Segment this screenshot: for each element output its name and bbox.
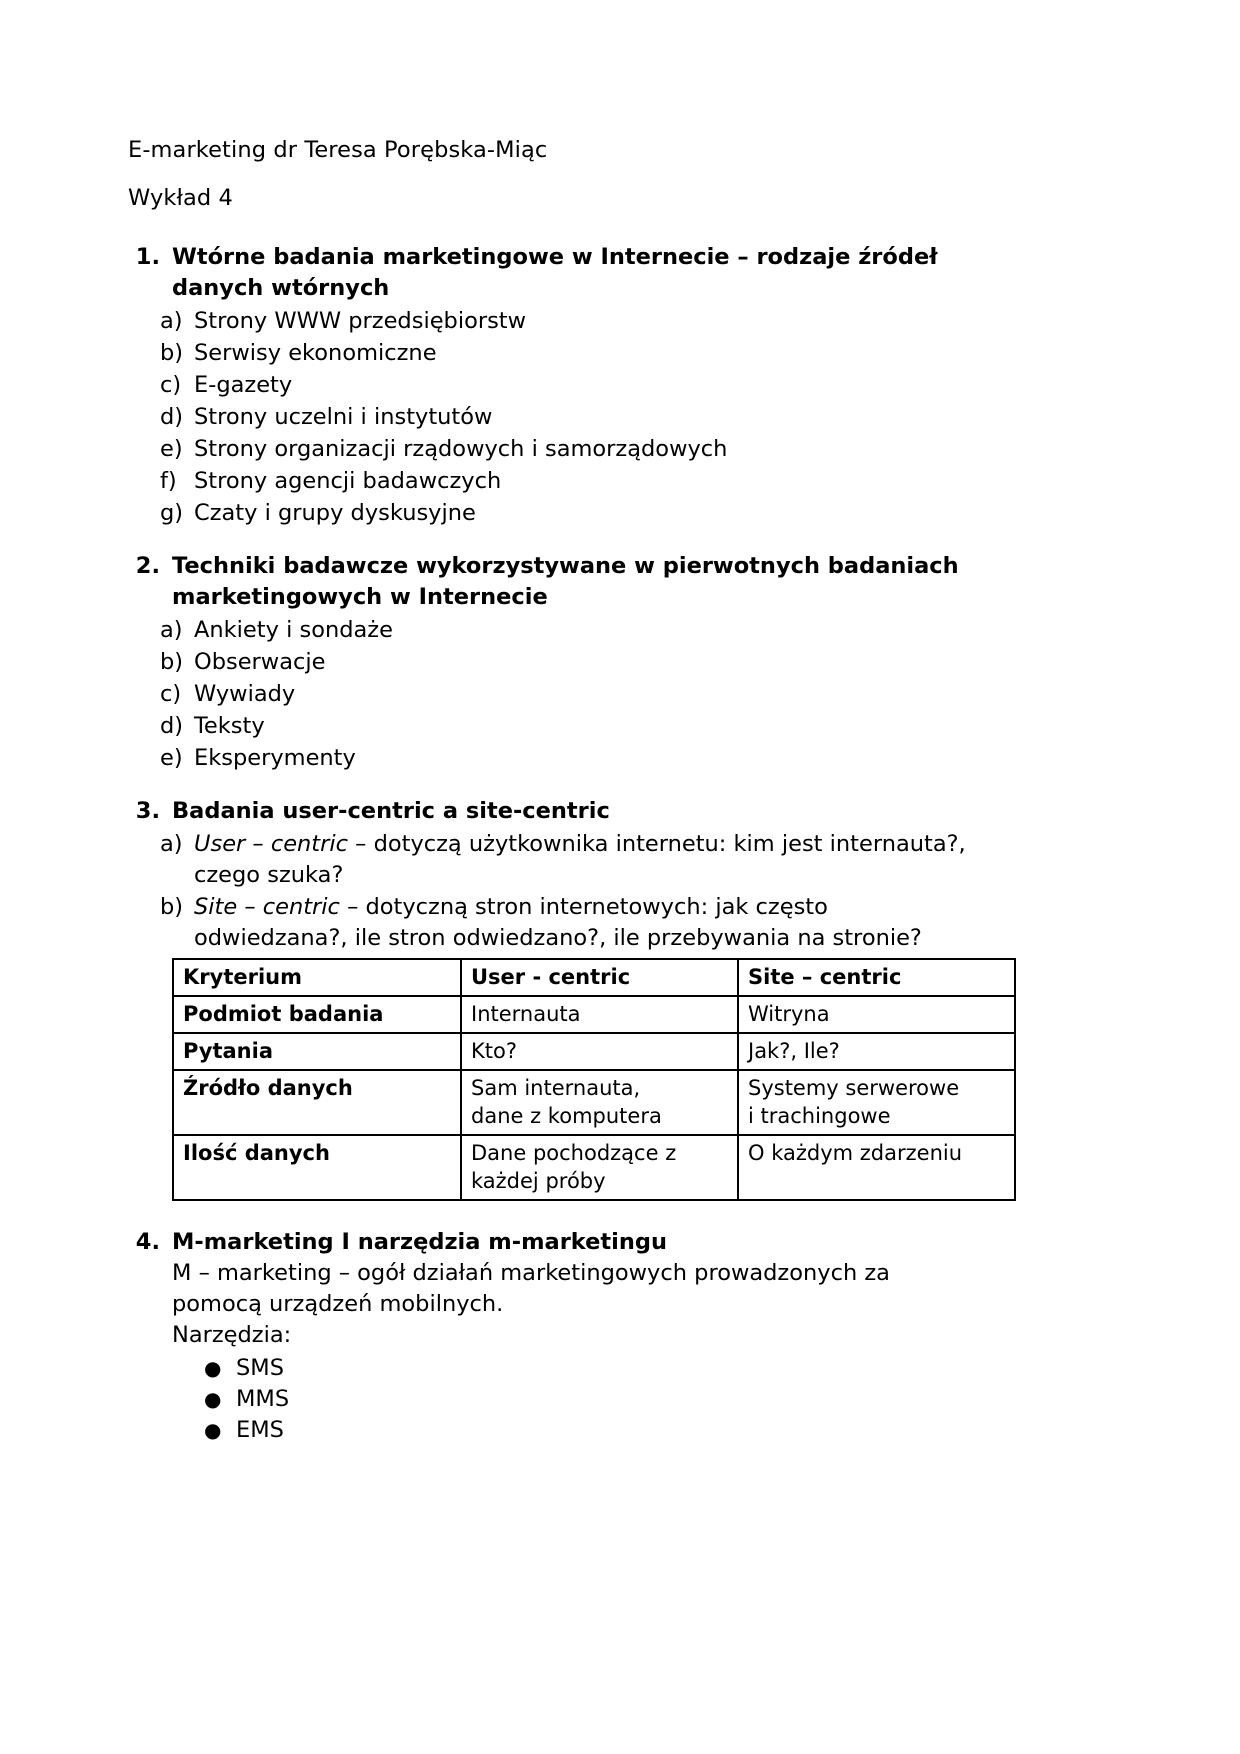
section-2-heading <box>128 551 1120 613</box>
list-item <box>128 433 1120 465</box>
section-3-list <box>128 828 1120 954</box>
list-item <box>128 614 1120 646</box>
list-text: Czaty i grupy dyskusyjne <box>194 500 476 526</box>
cell-line: każdej próby <box>471 1169 606 1193</box>
section-3-heading <box>128 796 1120 827</box>
section-1 <box>128 242 1120 529</box>
section-1-list <box>128 305 1120 529</box>
list-marker: d) <box>160 713 184 739</box>
table-header-cell: User - centric <box>461 959 738 996</box>
list-text: Strony organizacji rządowych i samorządowych <box>194 436 728 462</box>
table-cell-site-centric <box>738 1135 1015 1200</box>
section-3-title: Badania user-centric a site-centric <box>172 798 610 824</box>
list-item <box>128 828 1120 891</box>
cell-line: Dane pochodzące z <box>471 1141 677 1165</box>
section-3-number: 3. <box>135 798 160 824</box>
list-marker: e) <box>160 436 183 462</box>
list-text: Obserwacje <box>194 649 326 675</box>
section-2-list <box>128 614 1120 774</box>
table-cell-site-centric <box>738 996 1015 1033</box>
table-cell-user-centric <box>461 1070 738 1135</box>
table-header-cell: Site – centric <box>738 959 1015 996</box>
section-4 <box>128 1227 1120 1446</box>
cell-line: O każdym zdarzeniu <box>748 1141 963 1165</box>
list-text: Wywiady <box>194 681 296 707</box>
section-4-title: M-marketing I narzędzia m-marketingu <box>172 1229 668 1255</box>
list-marker: f) <box>160 468 177 494</box>
list-marker: e) <box>160 745 183 771</box>
section-1-title: Wtórne badania marketingowe w Internecie – rodzaje źródeł danych wtórnych <box>172 244 938 301</box>
cell-line: Witryna <box>748 1002 830 1026</box>
table-cell-criterion: Źródło danych <box>173 1070 461 1135</box>
list-item <box>128 305 1120 337</box>
list-marker: b) <box>160 894 184 920</box>
list-item <box>128 465 1120 497</box>
bullet-icon: ● <box>204 1387 222 1411</box>
section-2-title: Techniki badawcze wykorzystywane w pierwotnych badaniach marketingowych w Internecie <box>172 553 959 610</box>
list-marker: c) <box>160 681 182 707</box>
cell-line: Sam internauta, <box>471 1076 641 1100</box>
table-cell-site-centric <box>738 1033 1015 1070</box>
list-marker: c) <box>160 372 182 398</box>
list-item <box>128 401 1120 433</box>
list-marker: b) <box>160 649 184 675</box>
cell-line: Jak?, Ile? <box>748 1039 840 1063</box>
table-header-cell: Kryterium <box>173 959 461 996</box>
section-4-bullets <box>128 1353 1120 1446</box>
list-marker: a) <box>160 308 183 334</box>
section-1-number: 1. <box>135 244 160 270</box>
list-item <box>128 710 1120 742</box>
list-item <box>128 1353 1120 1384</box>
table-row <box>173 996 1015 1033</box>
table-cell-criterion: Pytania <box>173 1033 461 1070</box>
table-row <box>173 1070 1015 1135</box>
course-title: E-marketing dr Teresa Porębska-Miąc <box>128 137 548 163</box>
table-header-row <box>173 959 1015 996</box>
list-item <box>128 1384 1120 1415</box>
section-4-paragraph: M – marketing – ogół działań marketingowych prowadzonych za pomocą urządzeń mobilnych. <box>172 1260 890 1317</box>
section-4-number: 4. <box>135 1229 160 1255</box>
section-2-number: 2. <box>135 553 160 579</box>
cell-line: Systemy serwerowe <box>748 1076 960 1100</box>
bullet-icon: ● <box>204 1356 222 1380</box>
table-row <box>173 1135 1015 1200</box>
list-item <box>128 369 1120 401</box>
list-text: Eksperymenty <box>194 745 356 771</box>
section-2 <box>128 551 1120 774</box>
list-marker: b) <box>160 340 184 366</box>
lecture-number: Wykład 4 <box>128 185 233 211</box>
list-text: Ankiety i sondaże <box>194 617 393 643</box>
list-item <box>128 646 1120 678</box>
table-cell-criterion: Podmiot badania <box>173 996 461 1033</box>
section-3 <box>128 796 1120 1201</box>
bullet-label: MMS <box>236 1386 290 1412</box>
list-text-rest: – dotyczą użytkownika internetu: kim jest internauta?, czego szuka? <box>194 831 966 888</box>
list-item <box>128 337 1120 369</box>
section-4-heading <box>128 1227 1120 1258</box>
list-text: E-gazety <box>194 372 293 398</box>
list-text: Strony agencji badawczych <box>194 468 502 494</box>
comparison-table-wrapper <box>172 958 963 1201</box>
cell-line: Internauta <box>471 1002 581 1026</box>
list-text-emphasis: Site – centric <box>194 894 340 920</box>
bullet-label: EMS <box>236 1417 284 1443</box>
list-text-rest: – dotyczną stron internetowych: jak często odwiedzana?, ile stron odwiedzano?, ile przebywania na stronie? <box>194 894 922 951</box>
table-cell-criterion: Ilość danych <box>173 1135 461 1200</box>
cell-line: Kto? <box>471 1039 517 1063</box>
bullet-label: SMS <box>236 1355 284 1381</box>
list-text: Serwisy ekonomiczne <box>194 340 437 366</box>
table-cell-user-centric <box>461 996 738 1033</box>
list-text <box>194 829 984 891</box>
list-item <box>128 891 1120 954</box>
list-text: Strony WWW przedsiębiorstw <box>194 308 527 334</box>
table-cell-site-centric <box>738 1070 1015 1135</box>
table-row <box>173 1033 1015 1070</box>
comparison-table <box>172 958 1016 1201</box>
cell-line: dane z komputera <box>471 1104 662 1128</box>
section-1-heading <box>128 242 1120 304</box>
bullet-icon: ● <box>204 1418 222 1442</box>
list-text-emphasis: User – centric <box>194 831 349 857</box>
list-text <box>194 892 984 954</box>
list-marker: g) <box>160 500 184 526</box>
section-4-tools-label: Narzędzia: <box>172 1322 292 1348</box>
list-marker: d) <box>160 404 184 430</box>
list-item <box>128 678 1120 710</box>
list-marker: a) <box>160 831 183 857</box>
list-text: Teksty <box>194 713 265 739</box>
table-cell-user-centric <box>461 1033 738 1070</box>
cell-line: i trachingowe <box>748 1104 891 1128</box>
table-cell-user-centric <box>461 1135 738 1200</box>
list-item <box>128 742 1120 774</box>
list-item <box>128 497 1120 529</box>
list-text: Strony uczelni i instytutów <box>194 404 493 430</box>
list-item <box>128 1415 1120 1446</box>
list-marker: a) <box>160 617 183 643</box>
